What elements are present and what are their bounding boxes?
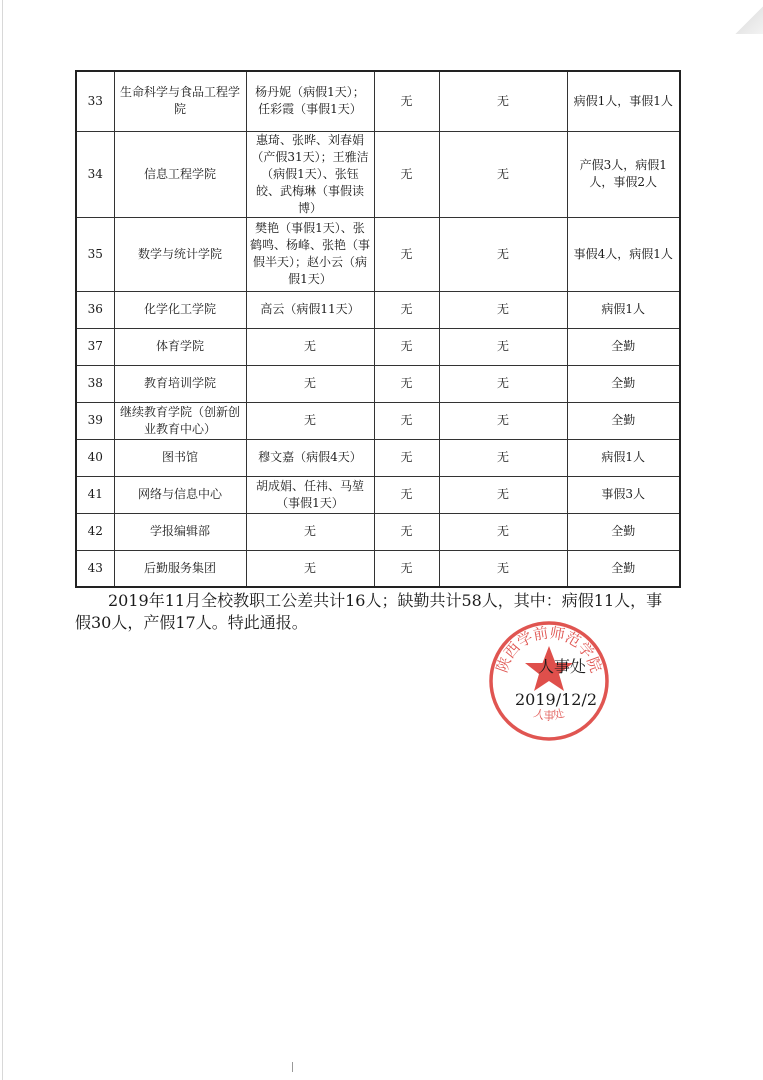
row-number: 35 <box>76 217 114 291</box>
business-trip: 无 <box>374 328 439 365</box>
business-trip: 无 <box>374 550 439 587</box>
unit-name: 信息工程学院 <box>114 131 246 217</box>
row-number: 33 <box>76 71 114 131</box>
attendance-summary: 事假4人，病假1人 <box>567 217 680 291</box>
absent-staff: 惠琦、张晔、刘春娟（产假31天）；王雅洁（病假1天）、张钰皎、武梅琳（事假读博） <box>246 131 374 217</box>
absent-staff: 樊艳（事假1天）、张鹤鸣、杨峰、张艳（事假半天）；赵小云（病假1天） <box>246 217 374 291</box>
row-number: 43 <box>76 550 114 587</box>
absent-staff: 无 <box>246 328 374 365</box>
business-trip: 无 <box>374 131 439 217</box>
summary-paragraph: 2019年11月全校教职工公差共计16人；缺勤共计58人，其中：病假11人，事假30人，产假17人。特此通报。 <box>75 591 663 632</box>
attendance-summary: 病假1人，事假1人 <box>567 71 680 131</box>
attendance-summary: 产假3人，病假1人，事假2人 <box>567 131 680 217</box>
seal-arc-text: 陕西学前师范学院 <box>492 623 606 675</box>
row-number: 34 <box>76 131 114 217</box>
table-row <box>76 291 680 328</box>
unit-name: 学报编辑部 <box>114 513 246 550</box>
table-row <box>76 513 680 550</box>
table-row <box>76 402 680 439</box>
seal-bottom-text: 人事处 <box>531 706 567 723</box>
unit-name: 体育学院 <box>114 328 246 365</box>
table-row <box>76 550 680 587</box>
late-early: 无 <box>439 291 567 328</box>
absent-staff: 无 <box>246 402 374 439</box>
row-number: 42 <box>76 513 114 550</box>
business-trip: 无 <box>374 71 439 131</box>
late-early: 无 <box>439 131 567 217</box>
table-row <box>76 328 680 365</box>
late-early: 无 <box>439 328 567 365</box>
late-early: 无 <box>439 71 567 131</box>
page-edge <box>2 0 3 1080</box>
unit-name: 教育培训学院 <box>114 365 246 402</box>
business-trip: 无 <box>374 291 439 328</box>
unit-name: 生命科学与食品工程学院 <box>114 71 246 131</box>
unit-name: 图书馆 <box>114 439 246 476</box>
official-seal <box>486 618 612 744</box>
issue-date: 2019/12/2 <box>515 690 598 709</box>
unit-name: 化学化工学院 <box>114 291 246 328</box>
table-row <box>76 71 680 131</box>
attendance-summary: 事假3人 <box>567 476 680 513</box>
late-early: 无 <box>439 402 567 439</box>
row-number: 41 <box>76 476 114 513</box>
attendance-table <box>75 70 681 588</box>
late-early: 无 <box>439 365 567 402</box>
unit-name: 网络与信息中心 <box>114 476 246 513</box>
business-trip: 无 <box>374 365 439 402</box>
table-row <box>76 365 680 402</box>
late-early: 无 <box>439 513 567 550</box>
attendance-summary: 全勤 <box>567 513 680 550</box>
attendance-summary: 病假1人 <box>567 439 680 476</box>
attendance-summary: 全勤 <box>567 365 680 402</box>
row-number: 40 <box>76 439 114 476</box>
business-trip: 无 <box>374 513 439 550</box>
row-number: 36 <box>76 291 114 328</box>
absent-staff: 高云（病假11天） <box>246 291 374 328</box>
table-row <box>76 439 680 476</box>
row-number: 37 <box>76 328 114 365</box>
absent-staff: 穆文嘉（病假4天） <box>246 439 374 476</box>
absent-staff: 胡成娟、任祎、马堃（事假1天） <box>246 476 374 513</box>
business-trip: 无 <box>374 217 439 291</box>
absent-staff: 无 <box>246 513 374 550</box>
absent-staff: 无 <box>246 550 374 587</box>
late-early: 无 <box>439 217 567 291</box>
attendance-summary: 病假1人 <box>567 291 680 328</box>
attendance-summary: 全勤 <box>567 402 680 439</box>
unit-name: 后勤服务集团 <box>114 550 246 587</box>
late-early: 无 <box>439 476 567 513</box>
business-trip: 无 <box>374 402 439 439</box>
business-trip: 无 <box>374 439 439 476</box>
attendance-summary: 全勤 <box>567 328 680 365</box>
table-row <box>76 131 680 217</box>
unit-name: 继续教育学院（创新创业教育中心） <box>114 402 246 439</box>
scan-mark <box>292 1062 293 1072</box>
row-number: 38 <box>76 365 114 402</box>
table-row <box>76 217 680 291</box>
absent-staff: 杨丹妮（病假1天）；任彩霞（事假1天） <box>246 71 374 131</box>
row-number: 39 <box>76 402 114 439</box>
issuing-department: 人事处 <box>538 657 587 676</box>
table-row <box>76 476 680 513</box>
late-early: 无 <box>439 550 567 587</box>
absent-staff: 无 <box>246 365 374 402</box>
attendance-summary: 全勤 <box>567 550 680 587</box>
late-early: 无 <box>439 439 567 476</box>
page-corner <box>735 0 763 34</box>
business-trip: 无 <box>374 476 439 513</box>
unit-name: 数学与统计学院 <box>114 217 246 291</box>
